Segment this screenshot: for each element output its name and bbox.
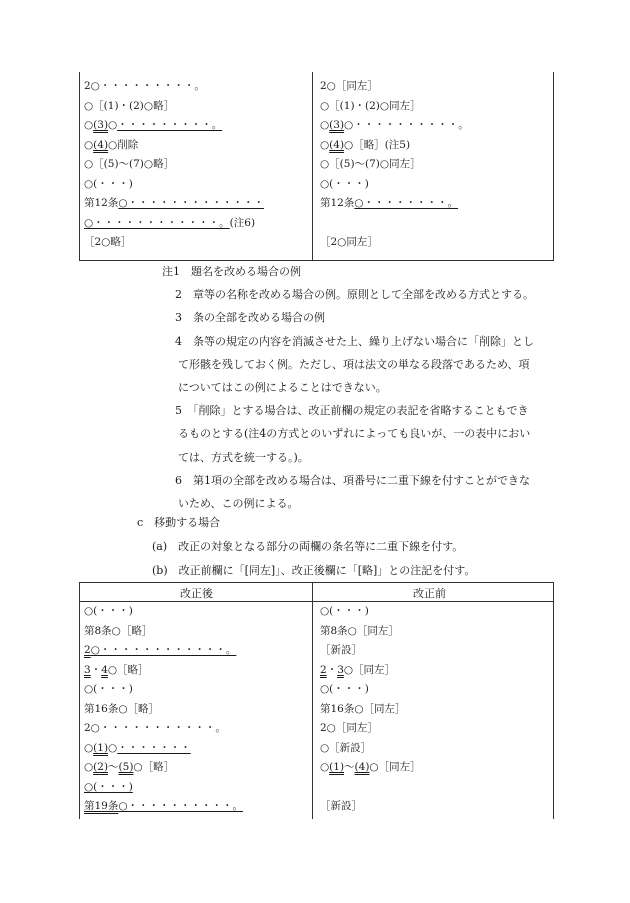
- row-text: ［新設］: [320, 644, 362, 656]
- table-row: [320, 196, 458, 211]
- table-row: [84, 604, 133, 619]
- row-text: ○(・・・): [84, 177, 133, 190]
- row-text: 2○［同左］: [320, 80, 378, 92]
- row-text: ○: [108, 741, 118, 754]
- table-row: [84, 760, 174, 775]
- row-text: ○［(5)～(7)○同左］: [320, 158, 421, 170]
- row-text: ○［新設］: [320, 741, 372, 754]
- row-text: 第8条○［同左］: [320, 624, 399, 637]
- table-row: [84, 624, 152, 639]
- table-row: [84, 138, 138, 153]
- row-text: ○［略］: [107, 663, 149, 676]
- table-row: [320, 721, 378, 736]
- row-text: ○［(5)～(7)○略］: [84, 158, 175, 170]
- row-text: ○: [320, 761, 330, 773]
- table-row: [84, 79, 205, 94]
- note-line: 注1 題名を改める場合の例: [162, 265, 301, 278]
- underlined-text: ・・・・・・・・・。: [117, 119, 223, 131]
- row-text: 2○・・・・・・・・・。: [84, 80, 205, 92]
- double-underlined-text: (1): [329, 761, 345, 773]
- table-row: [84, 216, 255, 231]
- double-underlined-text: 3: [84, 663, 91, 676]
- row-text: ・: [326, 663, 338, 676]
- table-row: [320, 99, 421, 114]
- row-text: ～: [108, 761, 119, 773]
- underlined-text: ○・・・・・・・・・・・・・: [118, 197, 265, 209]
- table-row: [84, 643, 236, 658]
- underlined-text: ○・・・・・・・・・・。: [118, 800, 244, 812]
- note-line: についてはこの例によることはできない。: [178, 381, 387, 394]
- table-row: [84, 99, 174, 114]
- header-after: 改正後: [180, 587, 213, 600]
- row-text: 2○・・・・・・・・・・・。: [84, 722, 226, 734]
- row-text: ［新設］: [320, 800, 362, 812]
- section-c-item-b: (b) 改正前欄に「[同左]」、改正後欄に「[略]」との注記を付す。: [152, 564, 476, 577]
- table2-header: [80, 583, 553, 602]
- note-line: 5 「削除」とする場合は、改正前欄の規定の表記を省略することもでき: [175, 404, 529, 418]
- double-underlined-text: 3: [337, 663, 344, 676]
- double-underlined-text: (5): [118, 761, 134, 773]
- table-row: [320, 604, 369, 619]
- section-c-item-a: (a) 改正の対象となる部分の両欄の条名等に二重下線を付す。: [152, 540, 464, 553]
- row-text: ○［同左］: [369, 761, 421, 773]
- table-row: [320, 799, 362, 814]
- comparison-table-1: [79, 72, 554, 261]
- row-text: 第12条: [320, 197, 355, 209]
- row-text: ○削除: [108, 138, 139, 151]
- table-row: [320, 663, 395, 678]
- row-text: ○: [84, 741, 94, 754]
- row-text: (注6): [229, 216, 256, 229]
- row-text: ○(・・・): [84, 605, 133, 617]
- row-text: ○［(1)・(2)○略］: [84, 99, 175, 112]
- note-line: て形骸を残しておく例。ただし、項は法文の単なる段落であるため、項: [178, 357, 530, 371]
- double-underlined-text: 4: [101, 663, 108, 676]
- header-before: 改正前: [413, 587, 446, 600]
- double-underlined-text: (4): [354, 761, 370, 773]
- table-row: [84, 799, 243, 814]
- note-line: ては、方式を統一する。)。: [178, 450, 309, 464]
- row-text: ○: [84, 761, 94, 773]
- table-row: [320, 79, 378, 94]
- table-row: [320, 157, 421, 172]
- row-text: 第12条: [84, 197, 119, 209]
- note-line: 4 条等の規定の内容を消滅させた上、繰り上げない場合に「削除」とし: [175, 334, 534, 348]
- table-row: [84, 157, 174, 172]
- table-row: [84, 721, 226, 736]
- table-row: [320, 177, 369, 192]
- table-row: [320, 702, 406, 717]
- row-text: ○(・・・): [320, 683, 369, 695]
- table-row: [84, 196, 264, 211]
- table-row: [320, 138, 410, 153]
- double-underlined-text: (4): [329, 138, 345, 151]
- table-row: [320, 624, 399, 639]
- row-text: ○(・・・): [84, 683, 133, 695]
- column-divider: [312, 583, 313, 819]
- row-text: ○［(1)・(2)○同左］: [320, 99, 421, 112]
- underlined-text: ○(・・・): [84, 780, 133, 793]
- table-row: [84, 177, 133, 192]
- note-line: 6 第1項の全部を改める場合は、項番号に二重下線を付すことができな: [175, 473, 530, 487]
- underlined-text: ○・・・・・・・・・・・・。: [90, 644, 237, 656]
- table-row: [84, 780, 133, 795]
- row-text: ○［略］(注5): [344, 138, 411, 151]
- table-row: [320, 643, 362, 658]
- table-row: [84, 663, 149, 678]
- row-text: ○: [320, 119, 330, 131]
- note-line: るものとする(注4の方式とのいずれによっても良いが、一の表中におい: [178, 427, 531, 441]
- double-underlined-text: (2): [93, 761, 109, 773]
- double-underlined-text: (3): [93, 119, 109, 131]
- row-text: 第16条○［略］: [84, 702, 160, 715]
- table-row: [84, 118, 222, 133]
- row-text: ○［同左］: [343, 663, 396, 676]
- row-text: 第16条○［同左］: [320, 702, 406, 715]
- row-text: ○: [84, 119, 94, 131]
- row-text: ○(・・・): [320, 177, 369, 190]
- double-underlined-text: 2: [320, 663, 327, 676]
- double-underlined-text: (1): [93, 741, 109, 754]
- section-c-title: c 移動する場合: [137, 516, 221, 529]
- table-row: [320, 118, 469, 133]
- table-row: [320, 682, 369, 697]
- row-text: ～: [344, 761, 355, 773]
- row-text: ○［略］: [133, 761, 175, 773]
- row-text: ○: [320, 138, 330, 151]
- table-row: [84, 682, 133, 697]
- double-underlined-text: (3): [329, 119, 345, 131]
- note-line: 2 章等の名称を改める場合の例。原則として全部を改める方式とする。: [175, 288, 534, 302]
- double-underlined-text: 2: [84, 644, 91, 656]
- double-underlined-text: 第19条: [84, 800, 119, 812]
- table-row: [320, 760, 421, 775]
- column-divider: [312, 72, 313, 260]
- row-text: ［2○同左］: [320, 236, 378, 248]
- table-row: [84, 702, 159, 717]
- row-text: ○・・・・・・・・・・。: [344, 119, 469, 131]
- double-underlined-text: (4): [93, 138, 109, 151]
- row-text: ・: [90, 663, 102, 676]
- note-line: いため、この例による。: [178, 497, 299, 510]
- table-row: [84, 235, 131, 250]
- row-text: ○: [84, 138, 94, 151]
- row-text: 第8条○［略］: [84, 624, 153, 637]
- table-row: [320, 741, 371, 756]
- table-row: [84, 741, 191, 756]
- row-text: ○: [108, 119, 118, 131]
- table-row: [320, 235, 378, 250]
- row-text: ［2○略］: [84, 236, 132, 248]
- underlined-text: ○・・・・・・・・・・・・。: [84, 216, 230, 229]
- row-text: ○(・・・): [320, 605, 369, 617]
- underlined-text: ・・・・・・・: [117, 741, 191, 754]
- comparison-table-2: [79, 582, 554, 819]
- row-text: 2○［同左］: [320, 722, 378, 734]
- underlined-text: ○・・・・・・・・。: [354, 197, 459, 209]
- note-line: 3 条の全部を改める場合の例: [175, 311, 325, 325]
